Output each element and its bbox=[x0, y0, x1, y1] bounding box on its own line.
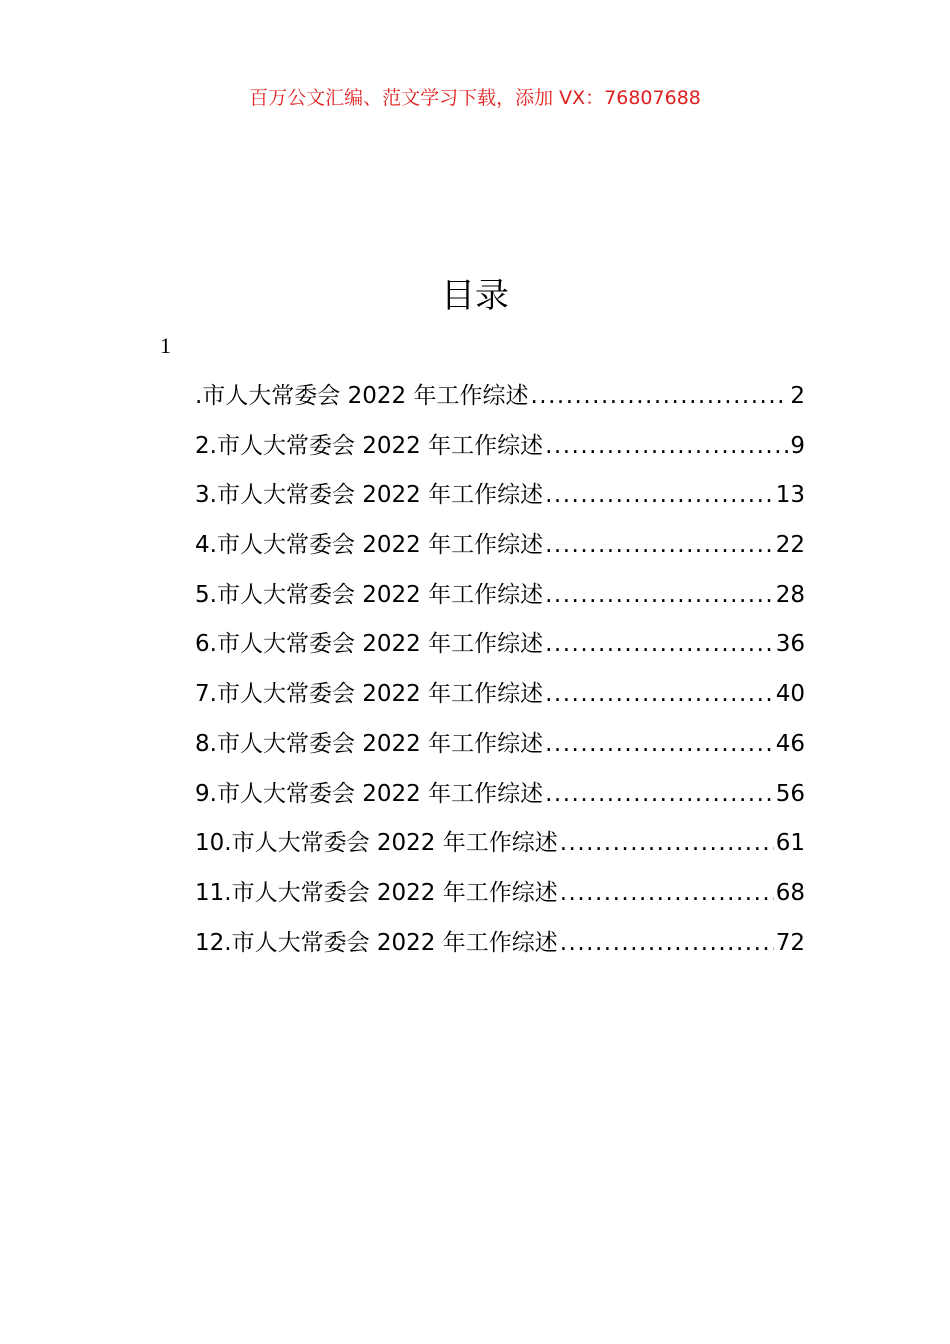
toc-entry-10[interactable] bbox=[195, 823, 805, 873]
toc-dot-leader bbox=[560, 923, 774, 963]
toc-title: 目录 bbox=[441, 276, 509, 316]
toc-entry-label: 2.市人大常委会 2022 年工作综述 bbox=[195, 432, 544, 459]
toc-entry-label: 7.市人大常委会 2022 年工作综述 bbox=[195, 681, 544, 708]
toc-entry-8[interactable] bbox=[195, 724, 805, 774]
toc-dot-leader bbox=[560, 823, 774, 863]
toc-entry-3[interactable] bbox=[195, 475, 805, 525]
toc-entry-label: .市人大常委会 2022 年工作综述 bbox=[195, 383, 529, 409]
toc-entry-7[interactable] bbox=[195, 674, 805, 724]
toc-entry-label: 5.市人大常委会 2022 年工作综述 bbox=[195, 581, 544, 608]
toc-dot-leader bbox=[545, 774, 774, 814]
toc-entry-11[interactable] bbox=[195, 873, 805, 923]
toc-entry-label: 4.市人大常委会 2022 年工作综述 bbox=[195, 532, 544, 559]
toc-entry-page: 9 bbox=[790, 432, 805, 459]
toc-entry-1[interactable] bbox=[195, 376, 805, 426]
toc-entry-page: 22 bbox=[775, 532, 805, 559]
toc-entry-page: 2 bbox=[790, 383, 805, 409]
toc-dot-leader bbox=[545, 624, 774, 664]
toc-entry-page: 72 bbox=[775, 929, 805, 956]
toc-entry-label: 10.市人大常委会 2022 年工作综述 bbox=[195, 830, 558, 857]
toc-dot-leader bbox=[545, 674, 774, 714]
header-watermark: 百万公文汇编、范文学习下载，添加 VX：76807688 bbox=[249, 87, 701, 109]
toc-entry-page: 61 bbox=[775, 830, 805, 857]
toc-dot-leader bbox=[545, 525, 774, 565]
toc-dot-leader bbox=[545, 575, 774, 615]
toc-entry-page: 40 bbox=[775, 681, 805, 708]
toc-entry-label: 9.市人大常委会 2022 年工作综述 bbox=[195, 780, 544, 807]
toc-entry-5[interactable] bbox=[195, 575, 805, 625]
toc-entry-label: 11.市人大常委会 2022 年工作综述 bbox=[195, 879, 558, 906]
toc-entry-12[interactable] bbox=[195, 923, 805, 973]
toc-dot-leader bbox=[545, 426, 788, 466]
toc-dot-leader bbox=[545, 724, 774, 764]
toc-entry-page: 36 bbox=[775, 631, 805, 658]
page-number-marker: 1 bbox=[160, 333, 171, 358]
toc-entry-page: 13 bbox=[775, 482, 805, 509]
toc-entry-page: 46 bbox=[775, 730, 805, 757]
toc-dot-leader bbox=[560, 873, 774, 913]
toc-entry-6[interactable] bbox=[195, 624, 805, 674]
toc-entry-label: 12.市人大常委会 2022 年工作综述 bbox=[195, 929, 558, 956]
toc-entry-page: 56 bbox=[775, 780, 805, 807]
toc-entry-label: 6.市人大常委会 2022 年工作综述 bbox=[195, 631, 544, 658]
toc-entry-label: 8.市人大常委会 2022 年工作综述 bbox=[195, 730, 544, 757]
toc-entry-label: 3.市人大常委会 2022 年工作综述 bbox=[195, 482, 544, 509]
table-of-contents bbox=[195, 376, 805, 972]
toc-entry-2[interactable] bbox=[195, 426, 805, 476]
toc-entry-page: 68 bbox=[775, 879, 805, 906]
toc-entry-4[interactable] bbox=[195, 525, 805, 575]
toc-dot-leader bbox=[530, 376, 788, 416]
toc-entry-page: 28 bbox=[775, 581, 805, 608]
toc-entry-9[interactable] bbox=[195, 774, 805, 824]
toc-dot-leader bbox=[545, 475, 774, 515]
